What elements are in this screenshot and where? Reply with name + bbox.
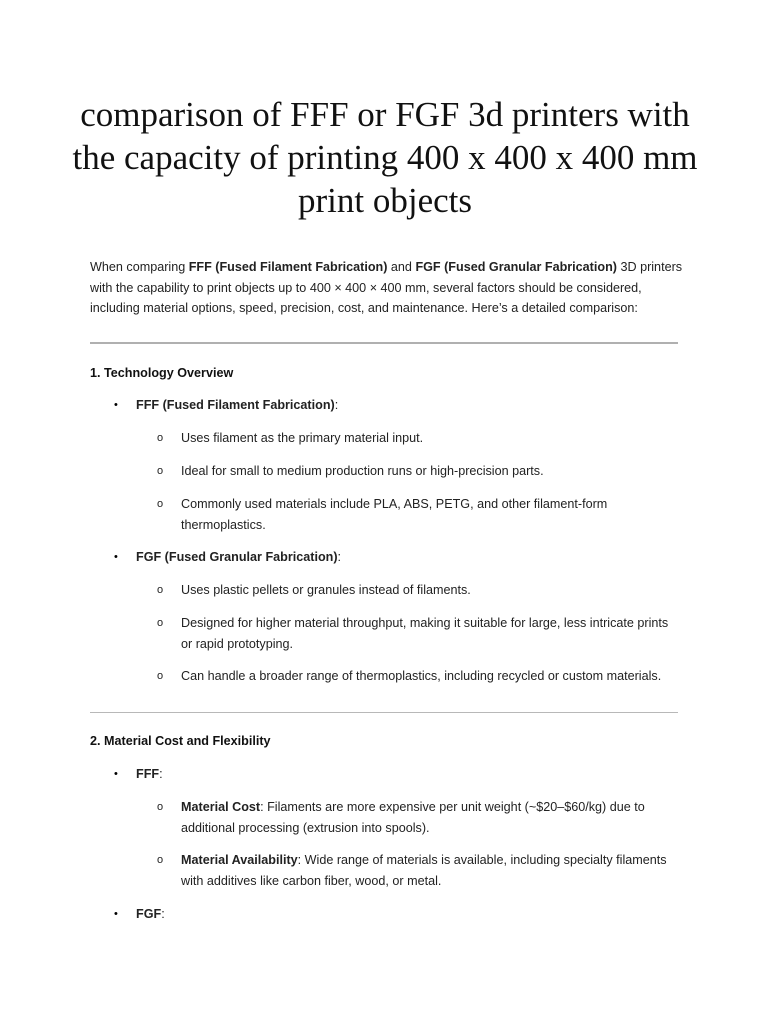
list-item-suffix: : bbox=[334, 398, 339, 412]
list-item-suffix: : bbox=[159, 767, 163, 781]
sub-list-item: Uses plastic pellets or granules instead of filaments. bbox=[181, 583, 471, 597]
sub-list-item bbox=[181, 850, 681, 891]
sub-item-term: Material Cost bbox=[181, 800, 261, 814]
sub-item-text: : Wide range of materials is available, including specialty filaments with additives like carbon fiber, wood, or metal. bbox=[181, 853, 667, 888]
list-item-fff bbox=[136, 765, 163, 783]
bullet-marker: • bbox=[114, 908, 118, 920]
sub-bullet-marker: o bbox=[157, 465, 164, 477]
list-item-label: FFF bbox=[136, 767, 160, 781]
intro-prefix: When comparing bbox=[90, 260, 189, 274]
section-heading-technology-overview: 1. Technology Overview bbox=[90, 366, 234, 380]
section-divider bbox=[90, 712, 678, 713]
bullet-marker: • bbox=[114, 551, 118, 563]
sub-bullet-marker: o bbox=[157, 854, 164, 866]
sub-bullet-marker: o bbox=[157, 670, 164, 682]
document-title: comparison of FFF or FGF 3d printers with the capacity of printing 400 x 400 x 400 mm print objects bbox=[72, 95, 698, 220]
sub-bullet-marker: o bbox=[157, 584, 164, 596]
list-item-fff bbox=[136, 396, 338, 414]
list-item-label: FFF (Fused Filament Fabrication) bbox=[136, 398, 335, 412]
sub-list-item: Ideal for small to medium production runs or high-precision parts. bbox=[181, 464, 544, 478]
intro-fff-term: FFF (Fused Filament Fabrication) bbox=[188, 260, 388, 274]
sub-bullet-marker: o bbox=[157, 801, 164, 813]
sub-bullet-marker: o bbox=[157, 432, 164, 444]
list-item-suffix: : bbox=[337, 550, 342, 564]
sub-item-text: : Filaments are more expensive per unit weight (~$20–$60/kg) due to additional processing (extrusion into spools). bbox=[181, 800, 645, 835]
section-divider bbox=[90, 342, 678, 344]
sub-item-term: Material Availability bbox=[181, 853, 298, 867]
list-item-label: FGF bbox=[136, 907, 162, 921]
list-item-label: FGF (Fused Granular Fabrication) bbox=[136, 550, 338, 564]
intro-suffix: 3D printers with the capability to print objects up to 400 × 400 × 400 mm, several factors should be considered, including material options, speed, precision, cost, and maintenance. Here’s a detailed comparison: bbox=[90, 260, 683, 316]
bullet-marker: • bbox=[114, 768, 118, 780]
intro-and: and bbox=[387, 260, 416, 274]
sub-list-item: Commonly used materials include PLA, ABS, PETG, and other filament-form thermoplastics. bbox=[181, 497, 608, 532]
list-item-fgf bbox=[136, 548, 341, 566]
sub-list-item: Designed for higher material throughput, making it suitable for large, less intricate prints or rapid prototyping. bbox=[181, 616, 669, 651]
list-item-suffix: : bbox=[161, 907, 165, 921]
sub-bullet-marker: o bbox=[157, 498, 164, 510]
section-heading-material-cost: 2. Material Cost and Flexibility bbox=[90, 734, 271, 748]
sub-list-item: Can handle a broader range of thermoplastics, including recycled or custom materials. bbox=[181, 669, 662, 683]
bullet-marker: • bbox=[114, 399, 118, 411]
intro-fgf-term: FGF (Fused Granular Fabrication) bbox=[415, 260, 617, 274]
intro-paragraph bbox=[90, 257, 690, 319]
sub-list-item: Uses filament as the primary material input. bbox=[181, 431, 424, 445]
sub-list-item bbox=[181, 797, 681, 838]
sub-bullet-marker: o bbox=[157, 617, 164, 629]
list-item-fgf bbox=[136, 905, 165, 923]
